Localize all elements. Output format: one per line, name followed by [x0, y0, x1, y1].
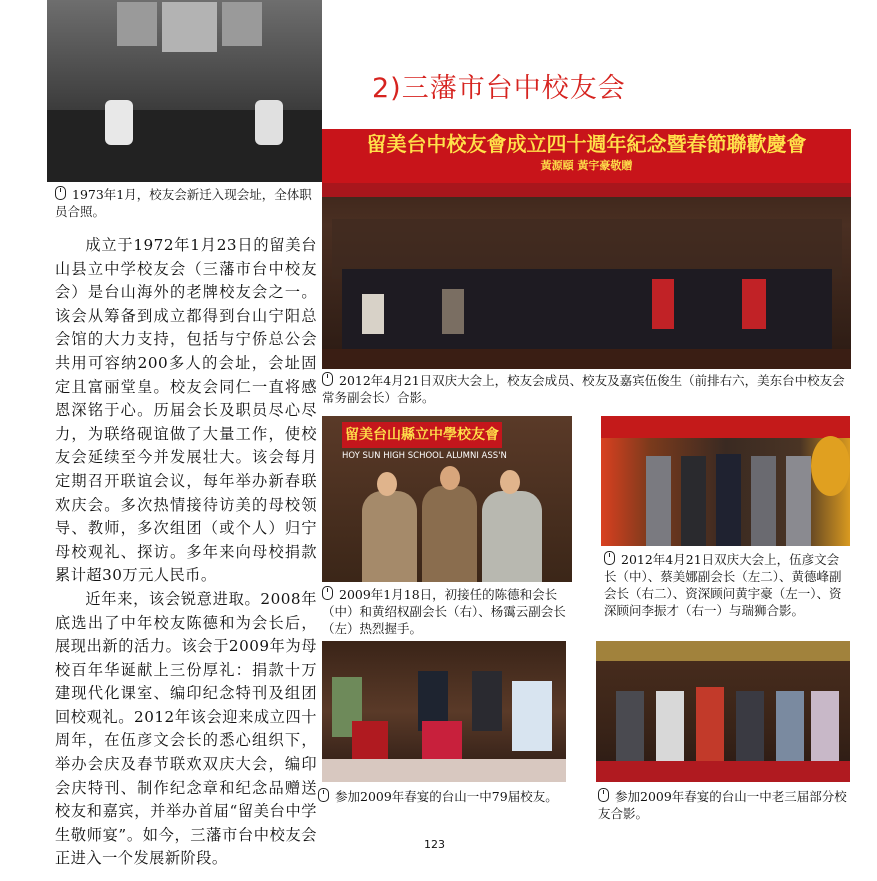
mouse-icon [604, 551, 615, 565]
caption-photo-1973: 1973年1月，校友会新迁入现会址，全体职员合照。 [55, 187, 312, 219]
page-number: 123 [424, 838, 445, 851]
mouse-icon [598, 788, 609, 802]
caption-photo-laosanjie: 参加2009年春宴的台山一中老三届部分校友合影。 [598, 789, 847, 821]
mouse-icon [322, 586, 333, 600]
photo-2012-lion-dance [601, 416, 850, 546]
photo2-banner-text: 留美台中校友會成立四十週年紀念暨春節聯歡慶會 [366, 132, 807, 156]
caption-photo-handshake: 2009年1月18日，初接任的陈德和会长（中）和黄绍权副会长（右）、杨霭云副会长（左）热烈握手。 [322, 587, 566, 636]
body-paragraph-1: 成立于1972年1月23日的留美台山县立中学校友会（三藩市台中校友会）是台山海外的老牌校友会之一。该会从筹备到成立都得到台山宁阳总会馆的大力支持，包括与宁侨总公会共用可容纳200多人的会址，会址固定且富丽堂皇。校友会同仁一直将感恩深铭于心。历届会长及职员尽心尽力，为联络砚谊做了大量工作，使校友会延续至今并发展壮大。该会每月定期召开联谊会议，每年举办新春联欢庆会。多次热情接待访美的母校领导、教师，多次组团（或个人）归宁母校观礼、探访。多年来向母校捐款累计超30万元人民币。 [55, 236, 317, 585]
photo2-banner-sub: 黃源頤 黃宇豪敬贈 [540, 159, 633, 172]
photo-2012-anniversary-group [322, 129, 851, 369]
mouse-icon [55, 186, 66, 200]
photo-2009-class79-banquet [322, 641, 566, 782]
photo3-sign: 留美台山縣立中學校友會 [342, 422, 502, 448]
photo3-sign-sub: HOY SUN HIGH SCHOOL ALUMNI ASS'N [342, 451, 507, 461]
photo-2009-laosanjie-banquet [596, 641, 850, 782]
page-title: 2)三藩市台中校友会 [372, 73, 626, 104]
mouse-icon [322, 372, 333, 386]
caption-photo-2012-group: 2012年4月21日双庆大会上，校友会成员、校友及嘉宾伍俊生（前排右六，美东台中校友会常务副会长）合影。 [322, 373, 845, 405]
body-paragraph-2: 近年来，该会锐意进取。2008年底选出了中年校友陈德和为会长后，展现出新的活力。该会于2009年为母校百年华诞献上三份厚礼：捐款十万建现代化课室、编印纪念特刊及组团回校观礼。2012年该会迎来成立四十周年，在伍彦文会长的悉心组织下，举办会庆及春节联欢双庆大会，编印会庆特刊、制作纪念章和纪念品赠送校友和嘉宾，并举办首届“留美台中学生敬师宴”。如今，三藩市台中校友会正进入一个发展新阶段。 [55, 589, 317, 868]
photo-2009-handshake [322, 416, 572, 582]
body-text [55, 234, 317, 871]
mouse-icon [318, 788, 329, 802]
caption-photo-class79: 参加2009年春宴的台山一中79届校友。 [318, 788, 568, 805]
caption-photo-lion-dance: 2012年4月21日双庆大会上，伍彦文会长（中）、蔡美娜副会长（左二）、黄德峰副会长（右二）、资深顾问黄宇豪（左一）、资深顾问李振才（右一）与瑞狮合影。 [604, 552, 842, 618]
photo-1973-staff [47, 0, 322, 182]
